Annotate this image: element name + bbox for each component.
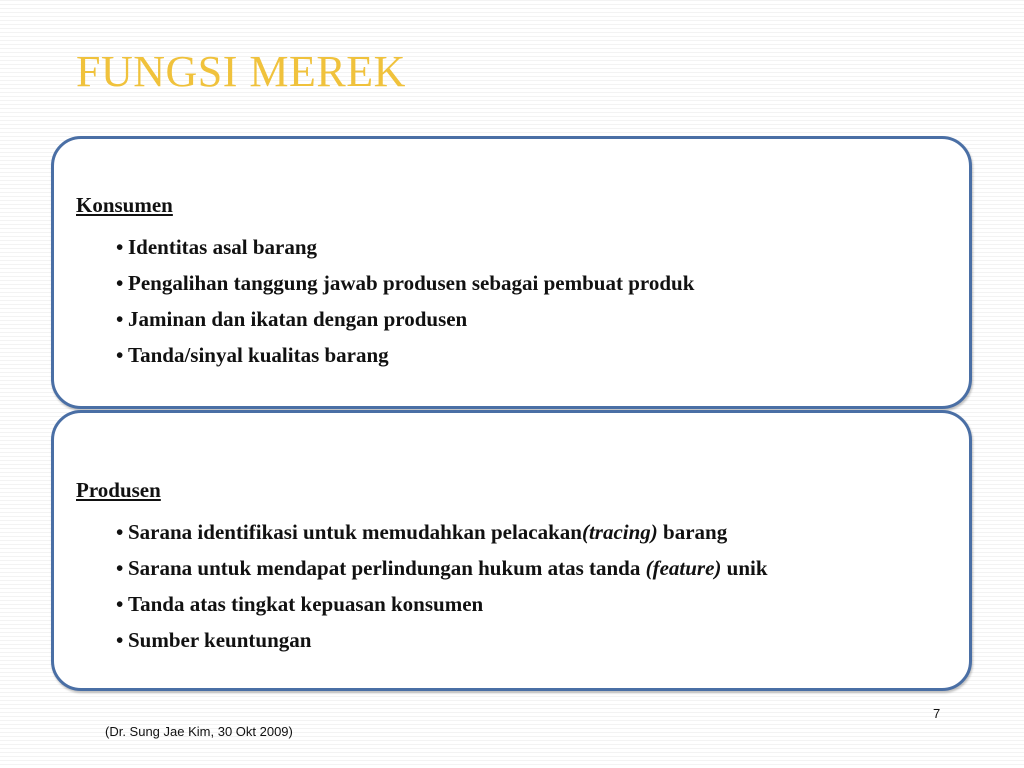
- slide-title: FUNGSI MEREK: [76, 47, 406, 96]
- list-item-text: unik: [721, 556, 768, 580]
- bullet-icon: •: [116, 307, 124, 331]
- list-item-text: Sarana untuk mendapat perlindungan hukum atas tanda: [128, 556, 646, 580]
- list-item-text: Tanda atas tingkat kepuasan konsumen: [128, 592, 484, 616]
- producer-list: [116, 514, 768, 658]
- list-item-italic-text: (tracing): [581, 520, 658, 544]
- list-item: [116, 265, 694, 301]
- list-item: [116, 622, 768, 658]
- list-item-text: Pengalihan tanggung jawab produsen sebagai pembuat produk: [128, 271, 695, 295]
- list-item: [116, 586, 768, 622]
- list-item-text: Sarana identifikasi untuk memudahkan pelacakan: [128, 520, 582, 544]
- list-item: [116, 550, 768, 586]
- list-item-text: Sumber keuntungan: [128, 628, 312, 652]
- list-item-text: Jaminan dan ikatan dengan produsen: [128, 307, 468, 331]
- bullet-icon: •: [116, 343, 124, 367]
- footer-credit: (Dr. Sung Jae Kim, 30 Okt 2009): [105, 724, 293, 739]
- producer-box: [51, 410, 972, 691]
- list-item: [116, 301, 694, 337]
- bullet-icon: •: [116, 235, 124, 259]
- list-item-text: Identitas asal barang: [128, 235, 318, 259]
- list-item: [116, 229, 694, 265]
- bullet-icon: •: [116, 628, 124, 652]
- consumer-box: [51, 136, 972, 409]
- list-item: [116, 514, 768, 550]
- list-item: [116, 337, 694, 373]
- page-number: 7: [933, 706, 941, 721]
- bullet-icon: •: [116, 556, 124, 580]
- bullet-icon: •: [116, 592, 124, 616]
- bullet-icon: •: [116, 520, 124, 544]
- producer-heading: Produsen: [76, 478, 161, 502]
- list-item-italic-text: (feature): [645, 556, 722, 580]
- list-item-text: barang: [657, 520, 728, 544]
- consumer-heading: Konsumen: [76, 193, 173, 217]
- bullet-icon: •: [116, 271, 124, 295]
- consumer-list: [116, 229, 694, 373]
- list-item-text: Tanda/sinyal kualitas barang: [128, 343, 389, 367]
